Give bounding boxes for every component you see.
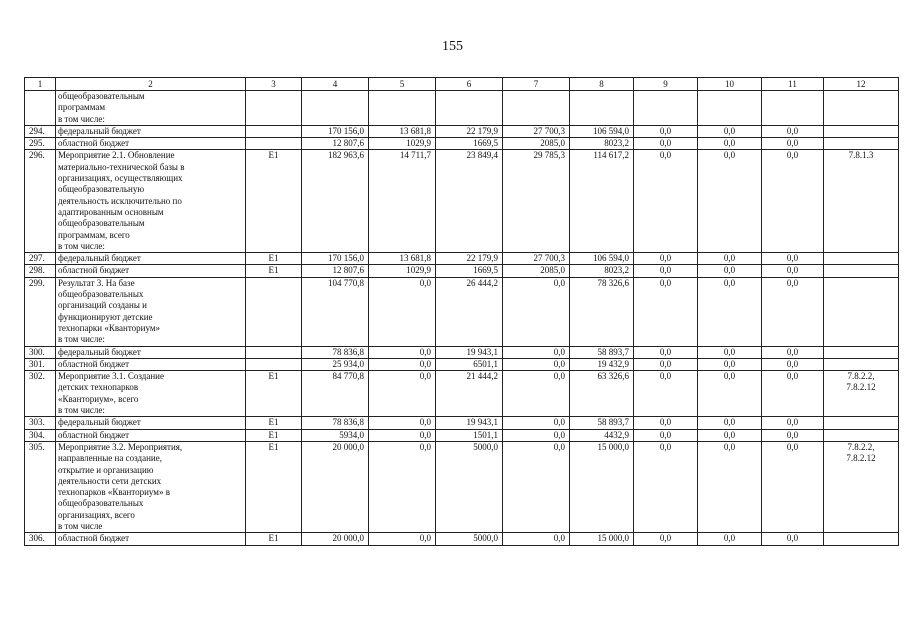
- row-number-cell: 298.: [25, 265, 56, 277]
- total-cell: 78 836,8: [302, 346, 369, 358]
- year-1-cell: [369, 91, 436, 126]
- year-2-cell: [436, 91, 503, 126]
- year-1-cell: 0,0: [369, 358, 436, 370]
- indicator-cell: [824, 417, 899, 429]
- row-number-cell: 300.: [25, 346, 56, 358]
- table-row: [25, 371, 899, 417]
- column-header: 9: [634, 78, 698, 91]
- total-cell: 25 934,0: [302, 358, 369, 370]
- code-cell: Е1: [246, 150, 302, 253]
- name-cell: Мероприятие 3.1. Создание детских технопарков «Кванториум», всего в том числе:: [56, 371, 246, 417]
- column-header: 10: [698, 78, 762, 91]
- code-cell: Е1: [246, 441, 302, 532]
- year-7-cell: 0,0: [762, 253, 824, 265]
- year-2-cell: 1669,5: [436, 265, 503, 277]
- total-cell: 12 807,6: [302, 138, 369, 150]
- year-6-cell: 0,0: [698, 150, 762, 253]
- year-4-cell: 106 594,0: [570, 253, 634, 265]
- year-5-cell: 0,0: [634, 265, 698, 277]
- year-6-cell: 0,0: [698, 346, 762, 358]
- table-row: [25, 265, 899, 277]
- year-4-cell: 78 326,6: [570, 277, 634, 346]
- year-7-cell: 0,0: [762, 429, 824, 441]
- year-2-cell: 23 849,4: [436, 150, 503, 253]
- code-cell: Е1: [246, 533, 302, 545]
- name-cell: федеральный бюджет: [56, 346, 246, 358]
- name-cell: Мероприятие 2.1. Обновление материально-технической базы в организациях, осуществляющих общеобразовательную деятельность исключительно по адаптированным основным общеобразовательным программам, всего в том числе:: [56, 150, 246, 253]
- year-5-cell: 0,0: [634, 441, 698, 532]
- table-row: [25, 150, 899, 253]
- year-6-cell: 0,0: [698, 253, 762, 265]
- year-1-cell: 0,0: [369, 277, 436, 346]
- column-header: 8: [570, 78, 634, 91]
- year-3-cell: 2085,0: [503, 138, 570, 150]
- year-4-cell: 114 617,2: [570, 150, 634, 253]
- row-number-cell: 301.: [25, 358, 56, 370]
- year-5-cell: 0,0: [634, 358, 698, 370]
- year-3-cell: 0,0: [503, 441, 570, 532]
- year-3-cell: 27 700,3: [503, 125, 570, 137]
- year-2-cell: 1501,1: [436, 429, 503, 441]
- table-row: [25, 125, 899, 137]
- year-3-cell: 2085,0: [503, 265, 570, 277]
- year-6-cell: 0,0: [698, 277, 762, 346]
- code-cell: [246, 277, 302, 346]
- code-cell: [246, 91, 302, 126]
- year-1-cell: 0,0: [369, 417, 436, 429]
- year-7-cell: 0,0: [762, 371, 824, 417]
- year-1-cell: 0,0: [369, 346, 436, 358]
- table-row: [25, 277, 899, 346]
- indicator-cell: 7.8.2.2, 7.8.2.12: [824, 371, 899, 417]
- row-number-cell: 297.: [25, 253, 56, 265]
- indicator-cell: [824, 91, 899, 126]
- name-cell: федеральный бюджет: [56, 417, 246, 429]
- year-5-cell: 0,0: [634, 417, 698, 429]
- year-6-cell: 0,0: [698, 358, 762, 370]
- year-4-cell: 8023,2: [570, 138, 634, 150]
- year-1-cell: 13 681,8: [369, 125, 436, 137]
- code-cell: Е1: [246, 253, 302, 265]
- year-2-cell: 26 444,2: [436, 277, 503, 346]
- year-7-cell: 0,0: [762, 265, 824, 277]
- column-header: 7: [503, 78, 570, 91]
- year-7-cell: [762, 91, 824, 126]
- year-7-cell: 0,0: [762, 417, 824, 429]
- code-cell: [246, 346, 302, 358]
- year-3-cell: 0,0: [503, 371, 570, 417]
- year-2-cell: 19 943,1: [436, 417, 503, 429]
- year-5-cell: 0,0: [634, 150, 698, 253]
- row-number-cell: 304.: [25, 429, 56, 441]
- total-cell: 78 836,8: [302, 417, 369, 429]
- row-number-cell: 294.: [25, 125, 56, 137]
- year-6-cell: 0,0: [698, 265, 762, 277]
- name-cell: Мероприятие 3.2. Мероприятия, направленные на создание, открытие и организацию деятельности сети детских технопарков «Кванториум» в общеобразовательных организациях, всего в том числе: [56, 441, 246, 532]
- row-number-cell: 295.: [25, 138, 56, 150]
- indicator-cell: [824, 277, 899, 346]
- indicator-cell: [824, 429, 899, 441]
- year-4-cell: 58 893,7: [570, 346, 634, 358]
- year-5-cell: [634, 91, 698, 126]
- code-cell: Е1: [246, 265, 302, 277]
- code-cell: [246, 138, 302, 150]
- name-cell: областной бюджет: [56, 265, 246, 277]
- total-cell: 20 000,0: [302, 533, 369, 545]
- page-number: 155: [442, 39, 463, 54]
- code-cell: Е1: [246, 417, 302, 429]
- name-cell: областной бюджет: [56, 533, 246, 545]
- year-3-cell: 0,0: [503, 346, 570, 358]
- year-2-cell: 6501,1: [436, 358, 503, 370]
- year-1-cell: 1029,9: [369, 265, 436, 277]
- table-row: [25, 417, 899, 429]
- total-cell: 170 156,0: [302, 253, 369, 265]
- year-5-cell: 0,0: [634, 277, 698, 346]
- indicator-cell: 7.8.1.3: [824, 150, 899, 253]
- total-cell: [302, 91, 369, 126]
- year-4-cell: [570, 91, 634, 126]
- year-4-cell: 4432,9: [570, 429, 634, 441]
- year-3-cell: 29 785,3: [503, 150, 570, 253]
- row-number-cell: 299.: [25, 277, 56, 346]
- year-6-cell: 0,0: [698, 138, 762, 150]
- year-4-cell: 15 000,0: [570, 441, 634, 532]
- column-header: 2: [56, 78, 246, 91]
- name-cell: областной бюджет: [56, 138, 246, 150]
- code-cell: [246, 358, 302, 370]
- year-7-cell: 0,0: [762, 138, 824, 150]
- table-row: [25, 358, 899, 370]
- total-cell: 104 770,8: [302, 277, 369, 346]
- row-number-cell: 305.: [25, 441, 56, 532]
- year-3-cell: [503, 91, 570, 126]
- budget-table: [24, 77, 899, 546]
- column-header: 3: [246, 78, 302, 91]
- column-header: 11: [762, 78, 824, 91]
- year-4-cell: 63 326,6: [570, 371, 634, 417]
- year-4-cell: 106 594,0: [570, 125, 634, 137]
- year-3-cell: 0,0: [503, 429, 570, 441]
- row-number-cell: 302.: [25, 371, 56, 417]
- total-cell: 12 807,6: [302, 265, 369, 277]
- code-cell: Е1: [246, 429, 302, 441]
- year-3-cell: 0,0: [503, 417, 570, 429]
- table-row: [25, 441, 899, 532]
- indicator-cell: [824, 253, 899, 265]
- year-1-cell: 13 681,8: [369, 253, 436, 265]
- year-2-cell: 21 444,2: [436, 371, 503, 417]
- name-cell: областной бюджет: [56, 429, 246, 441]
- year-3-cell: 0,0: [503, 358, 570, 370]
- name-cell: областной бюджет: [56, 358, 246, 370]
- total-cell: 170 156,0: [302, 125, 369, 137]
- header-row: [25, 78, 899, 91]
- year-5-cell: 0,0: [634, 533, 698, 545]
- indicator-cell: [824, 265, 899, 277]
- name-cell: федеральный бюджет: [56, 253, 246, 265]
- total-cell: 182 963,6: [302, 150, 369, 253]
- column-header: 1: [25, 78, 56, 91]
- year-6-cell: 0,0: [698, 371, 762, 417]
- row-number-cell: [25, 91, 56, 126]
- year-7-cell: 0,0: [762, 533, 824, 545]
- indicator-cell: [824, 346, 899, 358]
- code-cell: [246, 125, 302, 137]
- year-1-cell: 0,0: [369, 371, 436, 417]
- year-6-cell: 0,0: [698, 417, 762, 429]
- year-2-cell: 22 179,9: [436, 125, 503, 137]
- year-4-cell: 15 000,0: [570, 533, 634, 545]
- year-4-cell: 8023,2: [570, 265, 634, 277]
- year-1-cell: 1029,9: [369, 138, 436, 150]
- column-header: 4: [302, 78, 369, 91]
- year-6-cell: 0,0: [698, 125, 762, 137]
- indicator-cell: [824, 358, 899, 370]
- column-header: 12: [824, 78, 899, 91]
- column-header: 6: [436, 78, 503, 91]
- table-row: [25, 429, 899, 441]
- indicator-cell: [824, 533, 899, 545]
- year-5-cell: 0,0: [634, 346, 698, 358]
- total-cell: 20 000,0: [302, 441, 369, 532]
- year-6-cell: 0,0: [698, 441, 762, 532]
- row-number-cell: 306.: [25, 533, 56, 545]
- table-row: [25, 138, 899, 150]
- total-cell: 5934,0: [302, 429, 369, 441]
- year-5-cell: 0,0: [634, 125, 698, 137]
- year-7-cell: 0,0: [762, 277, 824, 346]
- year-5-cell: 0,0: [634, 253, 698, 265]
- column-header: 5: [369, 78, 436, 91]
- year-5-cell: 0,0: [634, 138, 698, 150]
- year-7-cell: 0,0: [762, 125, 824, 137]
- table-row: [25, 533, 899, 545]
- year-7-cell: 0,0: [762, 346, 824, 358]
- table-row: [25, 346, 899, 358]
- total-cell: 84 770,8: [302, 371, 369, 417]
- row-number-cell: 303.: [25, 417, 56, 429]
- year-7-cell: 0,0: [762, 150, 824, 253]
- year-1-cell: 14 711,7: [369, 150, 436, 253]
- year-3-cell: 0,0: [503, 533, 570, 545]
- year-3-cell: 27 700,3: [503, 253, 570, 265]
- year-2-cell: 5000,0: [436, 441, 503, 532]
- year-2-cell: 5000,0: [436, 533, 503, 545]
- year-7-cell: 0,0: [762, 358, 824, 370]
- year-6-cell: [698, 91, 762, 126]
- year-2-cell: 19 943,1: [436, 346, 503, 358]
- year-1-cell: 0,0: [369, 533, 436, 545]
- table-row: [25, 91, 899, 126]
- year-1-cell: 0,0: [369, 429, 436, 441]
- year-5-cell: 0,0: [634, 429, 698, 441]
- year-4-cell: 19 432,9: [570, 358, 634, 370]
- indicator-cell: [824, 138, 899, 150]
- year-6-cell: 0,0: [698, 429, 762, 441]
- name-cell: общеобразовательным программам в том числе:: [56, 91, 246, 126]
- year-2-cell: 22 179,9: [436, 253, 503, 265]
- year-2-cell: 1669,5: [436, 138, 503, 150]
- indicator-cell: [824, 125, 899, 137]
- year-3-cell: 0,0: [503, 277, 570, 346]
- code-cell: Е1: [246, 371, 302, 417]
- year-1-cell: 0,0: [369, 441, 436, 532]
- year-4-cell: 58 893,7: [570, 417, 634, 429]
- name-cell: федеральный бюджет: [56, 125, 246, 137]
- year-5-cell: 0,0: [634, 371, 698, 417]
- table-row: [25, 253, 899, 265]
- indicator-cell: 7.8.2.2, 7.8.2.12: [824, 441, 899, 532]
- year-6-cell: 0,0: [698, 533, 762, 545]
- year-7-cell: 0,0: [762, 441, 824, 532]
- row-number-cell: 296.: [25, 150, 56, 253]
- name-cell: Результат 3. На базе общеобразовательных организаций созданы и функционируют детские технопарки «Кванториум» в том числе:: [56, 277, 246, 346]
